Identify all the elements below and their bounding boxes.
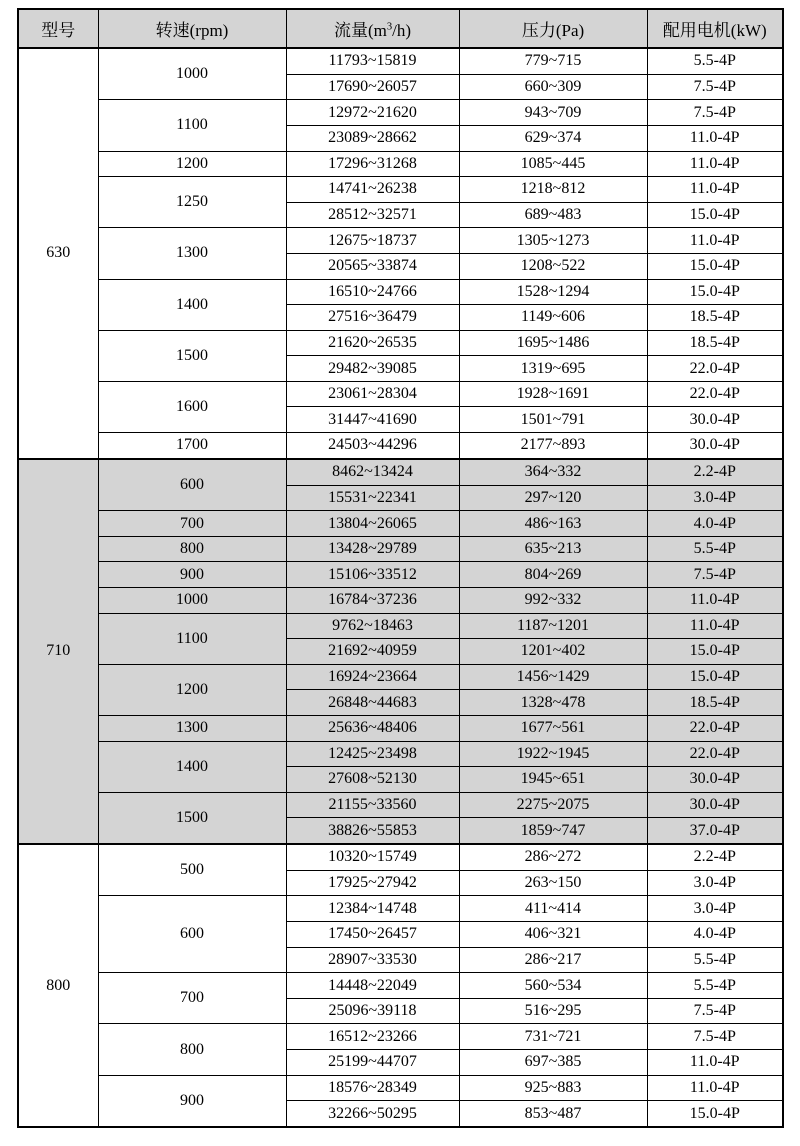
flow-cell: 12972~21620: [286, 100, 459, 126]
pressure-cell: 1149~606: [459, 305, 647, 331]
flow-cell: 25199~44707: [286, 1050, 459, 1076]
model-cell: 710: [18, 459, 98, 844]
flow-cell: 18576~28349: [286, 1075, 459, 1101]
fan-spec-table: [17, 8, 784, 1128]
pressure-cell: 516~295: [459, 998, 647, 1024]
table-row: [18, 330, 783, 356]
rpm-cell: 1300: [98, 228, 286, 279]
motor-cell: 22.0-4P: [647, 741, 783, 767]
pressure-cell: 804~269: [459, 562, 647, 588]
flow-cell: 24503~44296: [286, 433, 459, 459]
motor-cell: 22.0-4P: [647, 356, 783, 382]
pressure-cell: 943~709: [459, 100, 647, 126]
motor-cell: 5.5-4P: [647, 48, 783, 74]
flow-cell: 25636~48406: [286, 715, 459, 741]
rpm-cell: 1400: [98, 741, 286, 792]
motor-cell: 11.0-4P: [647, 228, 783, 254]
pressure-cell: 1201~402: [459, 639, 647, 665]
flow-cell: 12425~23498: [286, 741, 459, 767]
flow-cell: 13428~29789: [286, 536, 459, 562]
pressure-cell: 364~332: [459, 459, 647, 485]
flow-cell: 17925~27942: [286, 870, 459, 896]
motor-cell: 7.5-4P: [647, 74, 783, 100]
flow-cell: 15106~33512: [286, 562, 459, 588]
spec-table-body: [18, 48, 783, 1127]
pressure-cell: 1928~1691: [459, 381, 647, 407]
table-row: [18, 613, 783, 639]
rpm-cell: 1600: [98, 381, 286, 432]
pressure-cell: 635~213: [459, 536, 647, 562]
rpm-cell: 1300: [98, 715, 286, 741]
table-header: [18, 9, 783, 48]
pressure-cell: 1859~747: [459, 818, 647, 844]
table-row: [18, 151, 783, 177]
motor-cell: 11.0-4P: [647, 125, 783, 151]
rpm-cell: 1500: [98, 330, 286, 381]
motor-cell: 4.0-4P: [647, 511, 783, 537]
rpm-cell: 900: [98, 562, 286, 588]
motor-cell: 30.0-4P: [647, 433, 783, 459]
motor-cell: 30.0-4P: [647, 407, 783, 433]
pressure-cell: 1501~791: [459, 407, 647, 433]
table-row: [18, 48, 783, 74]
rpm-cell: 1100: [98, 100, 286, 151]
pressure-cell: 1922~1945: [459, 741, 647, 767]
pressure-cell: 286~272: [459, 844, 647, 870]
flow-cell: 9762~18463: [286, 613, 459, 639]
flow-cell: 10320~15749: [286, 844, 459, 870]
flow-cell: 28907~33530: [286, 947, 459, 973]
rpm-cell: 1400: [98, 279, 286, 330]
motor-cell: 15.0-4P: [647, 639, 783, 665]
motor-cell: 18.5-4P: [647, 330, 783, 356]
model-cell: 800: [18, 844, 98, 1127]
motor-cell: 3.0-4P: [647, 485, 783, 511]
flow-cell: 26848~44683: [286, 690, 459, 716]
pressure-cell: 1695~1486: [459, 330, 647, 356]
header-flow-suffix: /h): [392, 21, 412, 40]
flow-cell: 23061~28304: [286, 381, 459, 407]
rpm-cell: 1500: [98, 792, 286, 844]
motor-cell: 37.0-4P: [647, 818, 783, 844]
motor-cell: 11.0-4P: [647, 151, 783, 177]
pressure-cell: 697~385: [459, 1050, 647, 1076]
table-row: [18, 973, 783, 999]
header-flow-prefix: 流量(m: [333, 21, 387, 40]
motor-cell: 2.2-4P: [647, 459, 783, 485]
pressure-cell: 1208~522: [459, 253, 647, 279]
motor-cell: 5.5-4P: [647, 536, 783, 562]
flow-cell: 31447~41690: [286, 407, 459, 433]
flow-cell: 16510~24766: [286, 279, 459, 305]
pressure-cell: 560~534: [459, 973, 647, 999]
motor-cell: 5.5-4P: [647, 947, 783, 973]
motor-cell: 5.5-4P: [647, 973, 783, 999]
table-row: [18, 1024, 783, 1050]
flow-cell: 25096~39118: [286, 998, 459, 1024]
motor-cell: 3.0-4P: [647, 870, 783, 896]
pressure-cell: 2275~2075: [459, 792, 647, 818]
flow-cell: 13804~26065: [286, 511, 459, 537]
table-row: [18, 896, 783, 922]
header-flow-superscript: 3: [386, 21, 393, 33]
flow-cell: 14741~26238: [286, 177, 459, 203]
motor-cell: 2.2-4P: [647, 844, 783, 870]
pressure-cell: 1456~1429: [459, 664, 647, 690]
table-row: [18, 562, 783, 588]
rpm-cell: 1000: [98, 587, 286, 613]
header-rpm: 转速(rpm): [98, 9, 286, 48]
motor-cell: 7.5-4P: [647, 562, 783, 588]
motor-cell: 11.0-4P: [647, 587, 783, 613]
table-row: [18, 433, 783, 459]
motor-cell: 15.0-4P: [647, 253, 783, 279]
table-row: [18, 741, 783, 767]
motor-cell: 11.0-4P: [647, 177, 783, 203]
pressure-cell: 660~309: [459, 74, 647, 100]
pressure-cell: 925~883: [459, 1075, 647, 1101]
motor-cell: 11.0-4P: [647, 613, 783, 639]
pressure-cell: 731~721: [459, 1024, 647, 1050]
pressure-cell: 853~487: [459, 1101, 647, 1127]
flow-cell: 17450~26457: [286, 922, 459, 948]
rpm-cell: 700: [98, 511, 286, 537]
flow-cell: 21155~33560: [286, 792, 459, 818]
motor-cell: 18.5-4P: [647, 690, 783, 716]
motor-cell: 15.0-4P: [647, 279, 783, 305]
rpm-cell: 500: [98, 844, 286, 896]
rpm-cell: 900: [98, 1075, 286, 1127]
flow-cell: 16924~23664: [286, 664, 459, 690]
flow-cell: 8462~13424: [286, 459, 459, 485]
flow-cell: 27608~52130: [286, 767, 459, 793]
pressure-cell: 1305~1273: [459, 228, 647, 254]
rpm-cell: 800: [98, 1024, 286, 1075]
flow-cell: 16784~37236: [286, 587, 459, 613]
flow-cell: 16512~23266: [286, 1024, 459, 1050]
pressure-cell: 1328~478: [459, 690, 647, 716]
table-row: [18, 228, 783, 254]
pressure-cell: 992~332: [459, 587, 647, 613]
table-row: [18, 715, 783, 741]
rpm-cell: 800: [98, 536, 286, 562]
pressure-cell: 1187~1201: [459, 613, 647, 639]
flow-cell: 28512~32571: [286, 202, 459, 228]
pressure-cell: 1319~695: [459, 356, 647, 382]
motor-cell: 18.5-4P: [647, 305, 783, 331]
pressure-cell: 629~374: [459, 125, 647, 151]
flow-cell: 15531~22341: [286, 485, 459, 511]
flow-cell: 32266~50295: [286, 1101, 459, 1127]
table-row: [18, 536, 783, 562]
motor-cell: 15.0-4P: [647, 1101, 783, 1127]
flow-cell: 20565~33874: [286, 253, 459, 279]
motor-cell: 15.0-4P: [647, 664, 783, 690]
flow-cell: 14448~22049: [286, 973, 459, 999]
table-row: [18, 664, 783, 690]
motor-cell: 15.0-4P: [647, 202, 783, 228]
table-row: [18, 792, 783, 818]
flow-cell: 21692~40959: [286, 639, 459, 665]
flow-cell: 23089~28662: [286, 125, 459, 151]
table-row: [18, 177, 783, 203]
flow-cell: 17296~31268: [286, 151, 459, 177]
table-row: [18, 100, 783, 126]
motor-cell: 30.0-4P: [647, 792, 783, 818]
flow-cell: 12384~14748: [286, 896, 459, 922]
rpm-cell: 1000: [98, 48, 286, 100]
pressure-cell: 263~150: [459, 870, 647, 896]
motor-cell: 11.0-4P: [647, 1075, 783, 1101]
motor-cell: 7.5-4P: [647, 100, 783, 126]
model-cell: 630: [18, 48, 98, 459]
header-flow: [286, 9, 459, 48]
header-row: [18, 9, 783, 48]
rpm-cell: 1100: [98, 613, 286, 664]
pressure-cell: 1218~812: [459, 177, 647, 203]
table-row: [18, 1075, 783, 1101]
pressure-cell: 411~414: [459, 896, 647, 922]
flow-cell: 21620~26535: [286, 330, 459, 356]
motor-cell: 3.0-4P: [647, 896, 783, 922]
table-row: [18, 844, 783, 870]
flow-cell: 29482~39085: [286, 356, 459, 382]
motor-cell: 4.0-4P: [647, 922, 783, 948]
motor-cell: 22.0-4P: [647, 715, 783, 741]
table-row: [18, 381, 783, 407]
rpm-cell: 700: [98, 973, 286, 1024]
rpm-cell: 600: [98, 896, 286, 973]
pressure-cell: 286~217: [459, 947, 647, 973]
pressure-cell: 1677~561: [459, 715, 647, 741]
rpm-cell: 1700: [98, 433, 286, 459]
rpm-cell: 1250: [98, 177, 286, 228]
flow-cell: 27516~36479: [286, 305, 459, 331]
header-pressure: 压力(Pa): [459, 9, 647, 48]
header-model: 型号: [18, 9, 98, 48]
rpm-cell: 1200: [98, 664, 286, 715]
rpm-cell: 1200: [98, 151, 286, 177]
table-row: [18, 511, 783, 537]
pressure-cell: 1085~445: [459, 151, 647, 177]
pressure-cell: 406~321: [459, 922, 647, 948]
pressure-cell: 779~715: [459, 48, 647, 74]
motor-cell: 7.5-4P: [647, 998, 783, 1024]
motor-cell: 22.0-4P: [647, 381, 783, 407]
motor-cell: 7.5-4P: [647, 1024, 783, 1050]
pressure-cell: 297~120: [459, 485, 647, 511]
flow-cell: 38826~55853: [286, 818, 459, 844]
pressure-cell: 689~483: [459, 202, 647, 228]
pressure-cell: 2177~893: [459, 433, 647, 459]
header-motor: 配用电机(kW): [647, 9, 783, 48]
motor-cell: 30.0-4P: [647, 767, 783, 793]
motor-cell: 11.0-4P: [647, 1050, 783, 1076]
pressure-cell: 1945~651: [459, 767, 647, 793]
flow-cell: 11793~15819: [286, 48, 459, 74]
flow-cell: 17690~26057: [286, 74, 459, 100]
pressure-cell: 1528~1294: [459, 279, 647, 305]
pressure-cell: 486~163: [459, 511, 647, 537]
table-row: [18, 459, 783, 485]
rpm-cell: 600: [98, 459, 286, 511]
table-row: [18, 279, 783, 305]
flow-cell: 12675~18737: [286, 228, 459, 254]
table-row: [18, 587, 783, 613]
